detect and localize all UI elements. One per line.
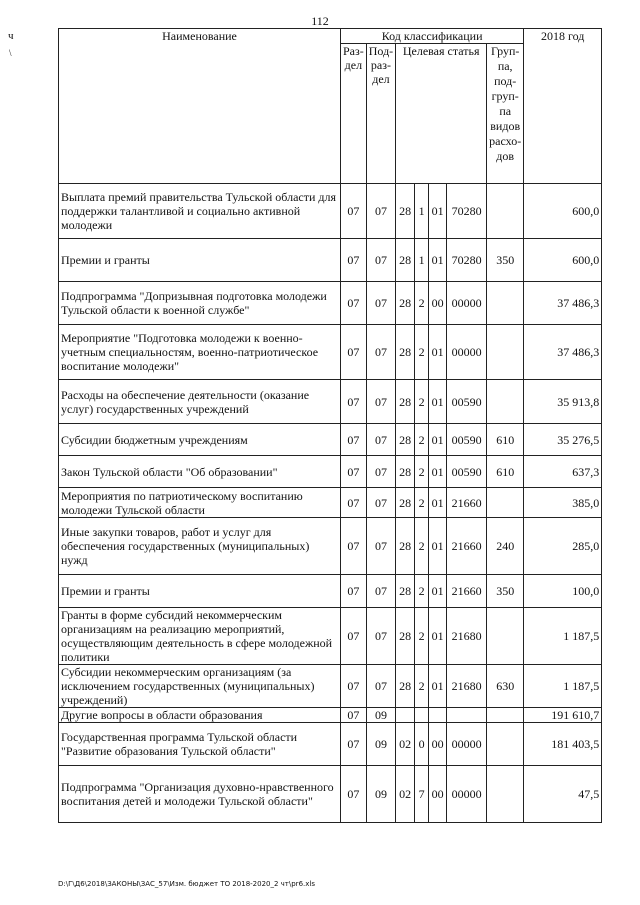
- row-program: 28: [396, 665, 415, 708]
- row-subprogram: 2: [415, 518, 429, 575]
- row-direction: 00590: [447, 456, 487, 488]
- row-event: 01: [429, 518, 447, 575]
- row-amount: 35 913,8: [524, 380, 602, 424]
- row-podrazdel: 07: [366, 518, 395, 575]
- row-event: 01: [429, 424, 447, 456]
- row-event: 01: [429, 239, 447, 282]
- header-podrazdel: Под- раз- дел: [366, 44, 395, 184]
- row-podrazdel: 07: [366, 575, 395, 608]
- row-name: Субсидии некоммерческим организациям (за исключением государственных (муниципальных) учреждений): [59, 665, 341, 708]
- row-amount: 600,0: [524, 184, 602, 239]
- row-subprogram: 2: [415, 325, 429, 380]
- row-direction: 00590: [447, 380, 487, 424]
- row-direction: 00000: [447, 723, 487, 766]
- row-direction: 21680: [447, 608, 487, 665]
- row-razdel: 07: [341, 575, 367, 608]
- row-expense-type: 350: [487, 239, 524, 282]
- row-amount: 385,0: [524, 488, 602, 518]
- row-podrazdel: 07: [366, 456, 395, 488]
- row-podrazdel: 07: [366, 665, 395, 708]
- row-razdel: 07: [341, 488, 367, 518]
- row-podrazdel: 07: [366, 608, 395, 665]
- table-row: [59, 708, 602, 723]
- row-name: Выплата премий правительства Тульской области для поддержки талантливой и социально активной молодежи: [59, 184, 341, 239]
- row-amount: 1 187,5: [524, 608, 602, 665]
- row-amount: 637,3: [524, 456, 602, 488]
- row-amount: 37 486,3: [524, 325, 602, 380]
- row-direction: [447, 708, 487, 723]
- row-name: Субсидии бюджетным учреждениям: [59, 424, 341, 456]
- table-row: [59, 424, 602, 456]
- row-razdel: 07: [341, 184, 367, 239]
- page-number: 112: [311, 14, 329, 28]
- row-razdel: 07: [341, 325, 367, 380]
- row-event: 01: [429, 380, 447, 424]
- row-podrazdel: 07: [366, 325, 395, 380]
- row-subprogram: 2: [415, 380, 429, 424]
- row-subprogram: 2: [415, 456, 429, 488]
- row-event: 00: [429, 282, 447, 325]
- row-podrazdel: 09: [366, 723, 395, 766]
- row-direction: 00000: [447, 325, 487, 380]
- margin-mark: ч: [8, 30, 14, 42]
- row-razdel: 07: [341, 723, 367, 766]
- row-expense-type: [487, 723, 524, 766]
- row-program: 28: [396, 456, 415, 488]
- row-expense-type: 630: [487, 665, 524, 708]
- row-event: [429, 708, 447, 723]
- row-event: 01: [429, 665, 447, 708]
- row-amount: 100,0: [524, 575, 602, 608]
- row-program: 28: [396, 184, 415, 239]
- row-name: Подпрограмма "Организация духовно-нравственного воспитания детей и молодежи Тульской области": [59, 766, 341, 823]
- row-subprogram: 2: [415, 665, 429, 708]
- table-row: [59, 282, 602, 325]
- table-row: [59, 575, 602, 608]
- row-direction: 00000: [447, 766, 487, 823]
- table-row: [59, 518, 602, 575]
- row-event: 00: [429, 766, 447, 823]
- row-name: Иные закупки товаров, работ и услуг для обеспечения государственных (муниципальных) нужд: [59, 518, 341, 575]
- row-razdel: 07: [341, 766, 367, 823]
- row-razdel: 07: [341, 665, 367, 708]
- row-event: 01: [429, 608, 447, 665]
- row-program: 28: [396, 325, 415, 380]
- row-program: 28: [396, 282, 415, 325]
- header-razdel: Раз- дел: [341, 44, 367, 184]
- row-program: 28: [396, 424, 415, 456]
- row-name: Мероприятия по патриотическому воспитанию молодежи Тульской области: [59, 488, 341, 518]
- row-expense-type: [487, 608, 524, 665]
- row-razdel: 07: [341, 708, 367, 723]
- row-expense-type: [487, 708, 524, 723]
- row-direction: 21660: [447, 518, 487, 575]
- row-event: 01: [429, 488, 447, 518]
- row-razdel: 07: [341, 239, 367, 282]
- row-name: Гранты в форме субсидий некоммерческим организациям на реализацию мероприятий, осуществляющим деятельность в сфере молодежной политики: [59, 608, 341, 665]
- row-event: 01: [429, 325, 447, 380]
- row-program: 02: [396, 723, 415, 766]
- row-event: 00: [429, 723, 447, 766]
- row-expense-type: [487, 184, 524, 239]
- row-razdel: 07: [341, 424, 367, 456]
- row-subprogram: 2: [415, 424, 429, 456]
- file-path-footer: D:\Г\Д6\2018\ЗАКОНЫ\ЗАС_57\Изм. бюджет ТО 2018-2020_2 чт\pr6.xls: [58, 880, 315, 888]
- row-expense-type: 610: [487, 424, 524, 456]
- row-podrazdel: 09: [366, 766, 395, 823]
- row-direction: 21660: [447, 575, 487, 608]
- row-direction: 70280: [447, 239, 487, 282]
- row-program: 28: [396, 518, 415, 575]
- row-direction: 00000: [447, 282, 487, 325]
- row-name: Премии и гранты: [59, 239, 341, 282]
- row-subprogram: 2: [415, 575, 429, 608]
- row-expense-type: [487, 282, 524, 325]
- row-subprogram: 2: [415, 608, 429, 665]
- row-program: 28: [396, 239, 415, 282]
- row-amount: 600,0: [524, 239, 602, 282]
- row-subprogram: 2: [415, 488, 429, 518]
- row-razdel: 07: [341, 380, 367, 424]
- table-row: [59, 239, 602, 282]
- row-name: Другие вопросы в области образования: [59, 708, 341, 723]
- row-name: Мероприятие "Подготовка молодежи к военно-учетным специальностям, военно-патриотическое воспитание молодежи": [59, 325, 341, 380]
- row-expense-type: [487, 325, 524, 380]
- row-podrazdel: 07: [366, 424, 395, 456]
- row-event: 01: [429, 456, 447, 488]
- row-direction: 00590: [447, 424, 487, 456]
- row-amount: 285,0: [524, 518, 602, 575]
- row-amount: 181 403,5: [524, 723, 602, 766]
- row-event: 01: [429, 575, 447, 608]
- row-subprogram: 1: [415, 239, 429, 282]
- header-tselevaya: Целевая статья: [396, 44, 487, 184]
- margin-mark: \: [9, 48, 12, 58]
- row-expense-type: 240: [487, 518, 524, 575]
- row-program: 28: [396, 380, 415, 424]
- row-direction: 21680: [447, 665, 487, 708]
- row-expense-type: [487, 380, 524, 424]
- row-expense-type: [487, 488, 524, 518]
- table-row: [59, 184, 602, 239]
- table-row: [59, 325, 602, 380]
- table-row: [59, 488, 602, 518]
- row-amount: 35 276,5: [524, 424, 602, 456]
- row-program: [396, 708, 415, 723]
- row-podrazdel: 07: [366, 380, 395, 424]
- row-program: 02: [396, 766, 415, 823]
- row-name: Подпрограмма "Допризывная подготовка молодежи Тульской области к военной службе": [59, 282, 341, 325]
- table-row: [59, 380, 602, 424]
- row-expense-type: 610: [487, 456, 524, 488]
- row-subprogram: [415, 708, 429, 723]
- table-row: [59, 665, 602, 708]
- row-podrazdel: 07: [366, 488, 395, 518]
- header-name: Наименование: [59, 29, 341, 184]
- table-row: [59, 766, 602, 823]
- row-program: 28: [396, 575, 415, 608]
- row-subprogram: 0: [415, 723, 429, 766]
- row-amount: 47,5: [524, 766, 602, 823]
- row-name: Закон Тульской области "Об образовании": [59, 456, 341, 488]
- table-row: [59, 608, 602, 665]
- table-row: [59, 723, 602, 766]
- budget-table: [58, 28, 602, 823]
- row-expense-type: 350: [487, 575, 524, 608]
- header-year: 2018 год: [524, 29, 602, 184]
- row-subprogram: 2: [415, 282, 429, 325]
- row-podrazdel: 07: [366, 282, 395, 325]
- row-subprogram: 1: [415, 184, 429, 239]
- row-direction: 70280: [447, 184, 487, 239]
- row-podrazdel: 09: [366, 708, 395, 723]
- row-razdel: 07: [341, 456, 367, 488]
- row-podrazdel: 07: [366, 239, 395, 282]
- table-row: [59, 456, 602, 488]
- row-amount: 1 187,5: [524, 665, 602, 708]
- header-code: Код классификации: [341, 29, 524, 44]
- row-razdel: 07: [341, 518, 367, 575]
- row-razdel: 07: [341, 282, 367, 325]
- row-razdel: 07: [341, 608, 367, 665]
- row-name: Расходы на обеспечение деятельности (оказание услуг) государственных учреждений: [59, 380, 341, 424]
- row-podrazdel: 07: [366, 184, 395, 239]
- row-program: 28: [396, 608, 415, 665]
- row-name: Государственная программа Тульской области "Развитие образования Тульской области": [59, 723, 341, 766]
- row-amount: 37 486,3: [524, 282, 602, 325]
- row-direction: 21660: [447, 488, 487, 518]
- row-event: 01: [429, 184, 447, 239]
- row-program: 28: [396, 488, 415, 518]
- row-expense-type: [487, 766, 524, 823]
- row-name: Премии и гранты: [59, 575, 341, 608]
- row-amount: 191 610,7: [524, 708, 602, 723]
- header-gruppa: Груп- па, под- груп- па видов расхо- дов: [487, 44, 524, 184]
- row-subprogram: 7: [415, 766, 429, 823]
